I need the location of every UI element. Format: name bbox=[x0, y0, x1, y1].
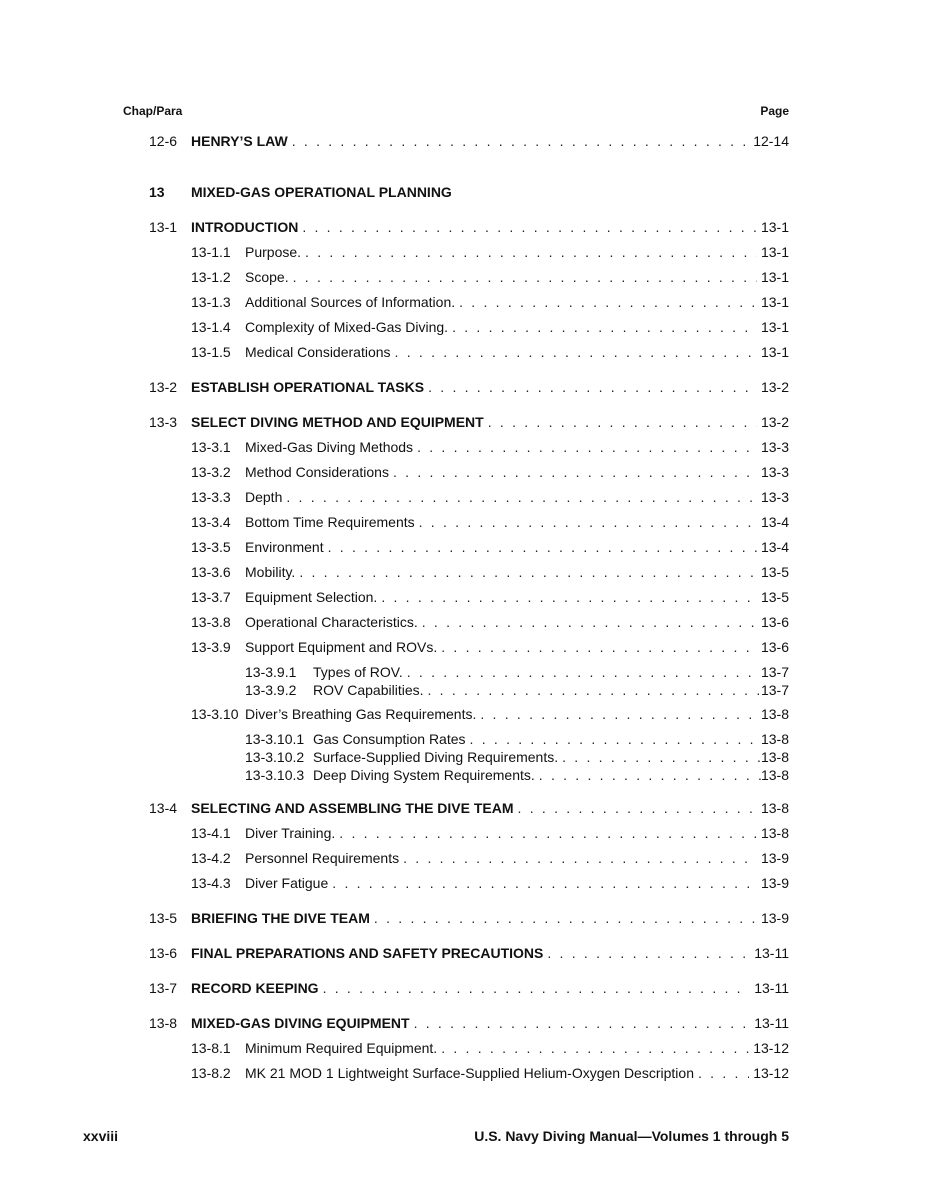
entry-number: 13-1 bbox=[149, 219, 178, 235]
entry-page: 13-1 bbox=[760, 294, 789, 310]
entry-number: 13-7 bbox=[149, 980, 178, 996]
entry-number: 13-2 bbox=[149, 379, 178, 395]
footer-page-number: xxviii bbox=[83, 1128, 119, 1144]
toc-entry[interactable] bbox=[191, 562, 789, 582]
dot-leader bbox=[452, 317, 757, 337]
entry-title: INTRODUCTION bbox=[191, 219, 299, 235]
toc-entry[interactable] bbox=[191, 587, 789, 607]
toc-entry[interactable] bbox=[191, 462, 789, 482]
entry-page: 13-1 bbox=[760, 319, 789, 335]
dot-leader bbox=[698, 1063, 749, 1083]
entry-number: 13-1.1 bbox=[191, 244, 231, 260]
toc-entry[interactable] bbox=[191, 437, 789, 457]
dot-leader bbox=[480, 704, 757, 724]
entry-page: 13-12 bbox=[753, 1040, 789, 1056]
dot-leader bbox=[547, 943, 750, 963]
dot-leader bbox=[292, 131, 749, 151]
entry-number: 13-1.5 bbox=[191, 344, 231, 360]
entry-number: 13-3.10.1 bbox=[245, 731, 305, 747]
toc-entry[interactable] bbox=[191, 487, 789, 507]
entry-number: 13-3.7 bbox=[191, 589, 231, 605]
entry-number: 13-3.9.1 bbox=[245, 664, 297, 680]
dot-leader bbox=[417, 437, 757, 457]
entry-page: 13-8 bbox=[760, 825, 789, 841]
entry-title: Personnel Requirements bbox=[245, 850, 400, 866]
entry-number: 13-3.10.3 bbox=[245, 767, 305, 783]
entry-page: 13-2 bbox=[760, 379, 789, 395]
entry-number: 13-3.6 bbox=[191, 564, 231, 580]
dot-leader bbox=[374, 908, 757, 928]
toc-entry[interactable] bbox=[149, 377, 789, 397]
entry-page: 13-11 bbox=[754, 945, 789, 961]
toc-entry[interactable] bbox=[191, 873, 789, 893]
entry-number: 13-3.1 bbox=[191, 439, 231, 455]
entry-page: 12-14 bbox=[753, 133, 789, 149]
entry-title: Equipment Selection. bbox=[245, 589, 378, 605]
toc-entry[interactable] bbox=[191, 537, 789, 557]
entry-page: 13-1 bbox=[760, 219, 789, 235]
entry-number: 13-3.9.2 bbox=[245, 682, 297, 698]
toc-entry[interactable] bbox=[191, 612, 789, 632]
entry-number: 13-3.3 bbox=[191, 489, 231, 505]
entry-number: 13-3.5 bbox=[191, 539, 231, 555]
toc-entry[interactable] bbox=[149, 217, 789, 237]
entry-title: Bottom Time Requirements bbox=[245, 514, 415, 530]
dot-leader bbox=[562, 747, 761, 767]
entry-page: 13-1 bbox=[760, 269, 789, 285]
entry-title: Purpose. bbox=[245, 244, 302, 260]
entry-page: 13-1 bbox=[760, 244, 789, 260]
entry-page: 13-8 bbox=[760, 800, 789, 816]
entry-page: 13-9 bbox=[760, 910, 789, 926]
entry-title: Support Equipment and ROVs. bbox=[245, 639, 438, 655]
footer-manual-title: U.S. Navy Diving Manual—Volumes 1 through 5 bbox=[474, 1128, 789, 1144]
entry-title: Types of ROV. bbox=[313, 664, 403, 680]
column-header-page: Page bbox=[760, 104, 789, 118]
column-header-chap-para: Chap/Para bbox=[123, 104, 183, 118]
dot-leader bbox=[419, 512, 757, 532]
entry-number: 13-3.10 bbox=[191, 706, 239, 722]
entry-page: 13-4 bbox=[760, 514, 789, 530]
entry-title: HENRY’S LAW bbox=[191, 133, 288, 149]
entry-number: 13-3.2 bbox=[191, 464, 231, 480]
dot-leader bbox=[428, 377, 757, 397]
dot-leader bbox=[381, 587, 757, 607]
entry-number: 13-1.3 bbox=[191, 294, 231, 310]
toc-entry[interactable] bbox=[191, 242, 789, 262]
toc-entry[interactable] bbox=[191, 1038, 789, 1058]
toc-entry[interactable] bbox=[149, 908, 789, 928]
entry-title: Mobility. bbox=[245, 564, 296, 580]
entry-title: SELECT DIVING METHOD AND EQUIPMENT bbox=[191, 414, 484, 430]
dot-leader bbox=[299, 562, 757, 582]
entry-number: 13-3.9 bbox=[191, 639, 231, 655]
dot-leader bbox=[459, 292, 757, 312]
dot-leader bbox=[441, 637, 757, 657]
toc-entry[interactable] bbox=[191, 342, 789, 362]
entry-title: Additional Sources of Information. bbox=[245, 294, 456, 310]
entry-page: 13-12 bbox=[753, 1065, 789, 1081]
entry-page: 13-6 bbox=[760, 639, 789, 655]
entry-page: 13-2 bbox=[760, 414, 789, 430]
entry-number: 13-4.3 bbox=[191, 875, 231, 891]
entry-title: Medical Considerations bbox=[245, 344, 391, 360]
dot-leader bbox=[488, 412, 757, 432]
entry-title: Method Considerations bbox=[245, 464, 389, 480]
dot-leader bbox=[441, 1038, 749, 1058]
toc-entry[interactable] bbox=[149, 412, 789, 432]
entry-title: Diver Fatigue bbox=[245, 875, 329, 891]
entry-page: 13-8 bbox=[760, 731, 789, 747]
toc-entry[interactable] bbox=[191, 637, 789, 657]
toc-entry[interactable] bbox=[191, 1063, 789, 1083]
entry-number: 13-3.10.2 bbox=[245, 749, 305, 765]
entry-number: 13-3.8 bbox=[191, 614, 231, 630]
entry-page: 13-3 bbox=[760, 439, 789, 455]
entry-number: 13-8.1 bbox=[191, 1040, 231, 1056]
toc-entry[interactable] bbox=[191, 317, 789, 337]
chapter-heading bbox=[149, 182, 452, 202]
entry-title: RECORD KEEPING bbox=[191, 980, 319, 996]
toc-entry[interactable] bbox=[191, 512, 789, 532]
dot-leader bbox=[403, 848, 757, 868]
entry-title: Deep Diving System Requirements. bbox=[313, 767, 535, 783]
entry-number: 13-8.2 bbox=[191, 1065, 231, 1081]
dot-leader bbox=[393, 462, 757, 482]
entry-number: 13-1.2 bbox=[191, 269, 231, 285]
toc-entry[interactable] bbox=[149, 943, 789, 963]
entry-title: Surface-Supplied Diving Requirements. bbox=[313, 749, 559, 765]
entry-number: 13-5 bbox=[149, 910, 178, 926]
entry-page: 13-9 bbox=[760, 875, 789, 891]
entry-title: Minimum Required Equipment. bbox=[245, 1040, 438, 1056]
entry-title: SELECTING AND ASSEMBLING THE DIVE TEAM bbox=[191, 800, 514, 816]
dot-leader bbox=[414, 1013, 751, 1033]
entry-title: Environment bbox=[245, 539, 324, 555]
entry-title: BRIEFING THE DIVE TEAM bbox=[191, 910, 370, 926]
dot-leader bbox=[332, 873, 757, 893]
dot-leader bbox=[286, 487, 757, 507]
entry-title: ROV Capabilities. bbox=[313, 682, 424, 698]
entry-title: MIXED-GAS DIVING EQUIPMENT bbox=[191, 1015, 410, 1031]
entry-page: 13-3 bbox=[760, 489, 789, 505]
entry-title: Mixed-Gas Diving Methods bbox=[245, 439, 414, 455]
entry-title: Scope. bbox=[245, 269, 289, 285]
toc-entry[interactable] bbox=[245, 680, 789, 700]
toc-entry[interactable] bbox=[149, 1013, 789, 1033]
dot-leader bbox=[293, 267, 757, 287]
toc-entry[interactable] bbox=[149, 131, 789, 151]
entry-page: 13-11 bbox=[754, 980, 789, 996]
dot-leader bbox=[539, 765, 761, 785]
entry-number: 13-4 bbox=[149, 800, 178, 816]
entry-page: 13-3 bbox=[760, 464, 789, 480]
entry-title: FINAL PREPARATIONS AND SAFETY PRECAUTIONS bbox=[191, 945, 544, 961]
entry-page: 13-4 bbox=[760, 539, 789, 555]
dot-leader bbox=[302, 217, 757, 237]
toc-entry[interactable] bbox=[245, 662, 789, 682]
entry-title: MK 21 MOD 1 Lightweight Surface-Supplied Helium-Oxygen Description bbox=[245, 1065, 694, 1081]
entry-page: 13-7 bbox=[760, 664, 789, 680]
entry-title: Diver’s Breathing Gas Requirements. bbox=[245, 706, 477, 722]
entry-number: 13-4.1 bbox=[191, 825, 231, 841]
dot-leader bbox=[428, 680, 761, 700]
entry-page: 13-7 bbox=[760, 682, 789, 698]
entry-page: 13-6 bbox=[760, 614, 789, 630]
toc-entry[interactable] bbox=[245, 765, 789, 785]
toc-entry[interactable] bbox=[191, 292, 789, 312]
entry-page: 13-8 bbox=[760, 749, 789, 765]
toc-entry[interactable] bbox=[245, 747, 789, 767]
entry-page: 13-1 bbox=[760, 344, 789, 360]
dot-leader bbox=[328, 537, 757, 557]
entry-page: 13-5 bbox=[760, 564, 789, 580]
dot-leader bbox=[470, 729, 761, 749]
entry-number: 13-4.2 bbox=[191, 850, 231, 866]
toc-entry[interactable] bbox=[191, 704, 789, 724]
dot-leader bbox=[339, 823, 757, 843]
entry-number: 13-3.4 bbox=[191, 514, 231, 530]
entry-title: Diver Training. bbox=[245, 825, 336, 841]
toc-entry[interactable] bbox=[149, 978, 789, 998]
entry-title: ESTABLISH OPERATIONAL TASKS bbox=[191, 379, 425, 395]
chapter-title: MIXED-GAS OPERATIONAL PLANNING bbox=[191, 184, 452, 200]
toc-entry[interactable] bbox=[149, 798, 789, 818]
entry-title: Complexity of Mixed-Gas Diving. bbox=[245, 319, 449, 335]
toc-entry[interactable] bbox=[191, 823, 789, 843]
dot-leader bbox=[407, 662, 761, 682]
entry-title: Depth bbox=[245, 489, 283, 505]
entry-title: Gas Consumption Rates bbox=[313, 731, 466, 747]
entry-number: 12-6 bbox=[149, 133, 178, 149]
dot-leader bbox=[518, 798, 757, 818]
entry-number: 13-3 bbox=[149, 414, 178, 430]
entry-number: 13-8 bbox=[149, 1015, 178, 1031]
entry-page: 13-9 bbox=[760, 850, 789, 866]
entry-page: 13-11 bbox=[754, 1015, 789, 1031]
toc-entry[interactable] bbox=[191, 848, 789, 868]
dot-leader bbox=[305, 242, 757, 262]
dot-leader bbox=[422, 612, 757, 632]
chapter-number: 13 bbox=[149, 184, 165, 200]
entry-number: 13-6 bbox=[149, 945, 178, 961]
toc-entry[interactable] bbox=[245, 729, 789, 749]
dot-leader bbox=[323, 978, 751, 998]
entry-title: Operational Characteristics. bbox=[245, 614, 418, 630]
dot-leader bbox=[395, 342, 757, 362]
entry-number: 13-1.4 bbox=[191, 319, 231, 335]
entry-page: 13-8 bbox=[760, 767, 789, 783]
toc-entry[interactable] bbox=[191, 267, 789, 287]
entry-page: 13-5 bbox=[760, 589, 789, 605]
entry-page: 13-8 bbox=[760, 706, 789, 722]
